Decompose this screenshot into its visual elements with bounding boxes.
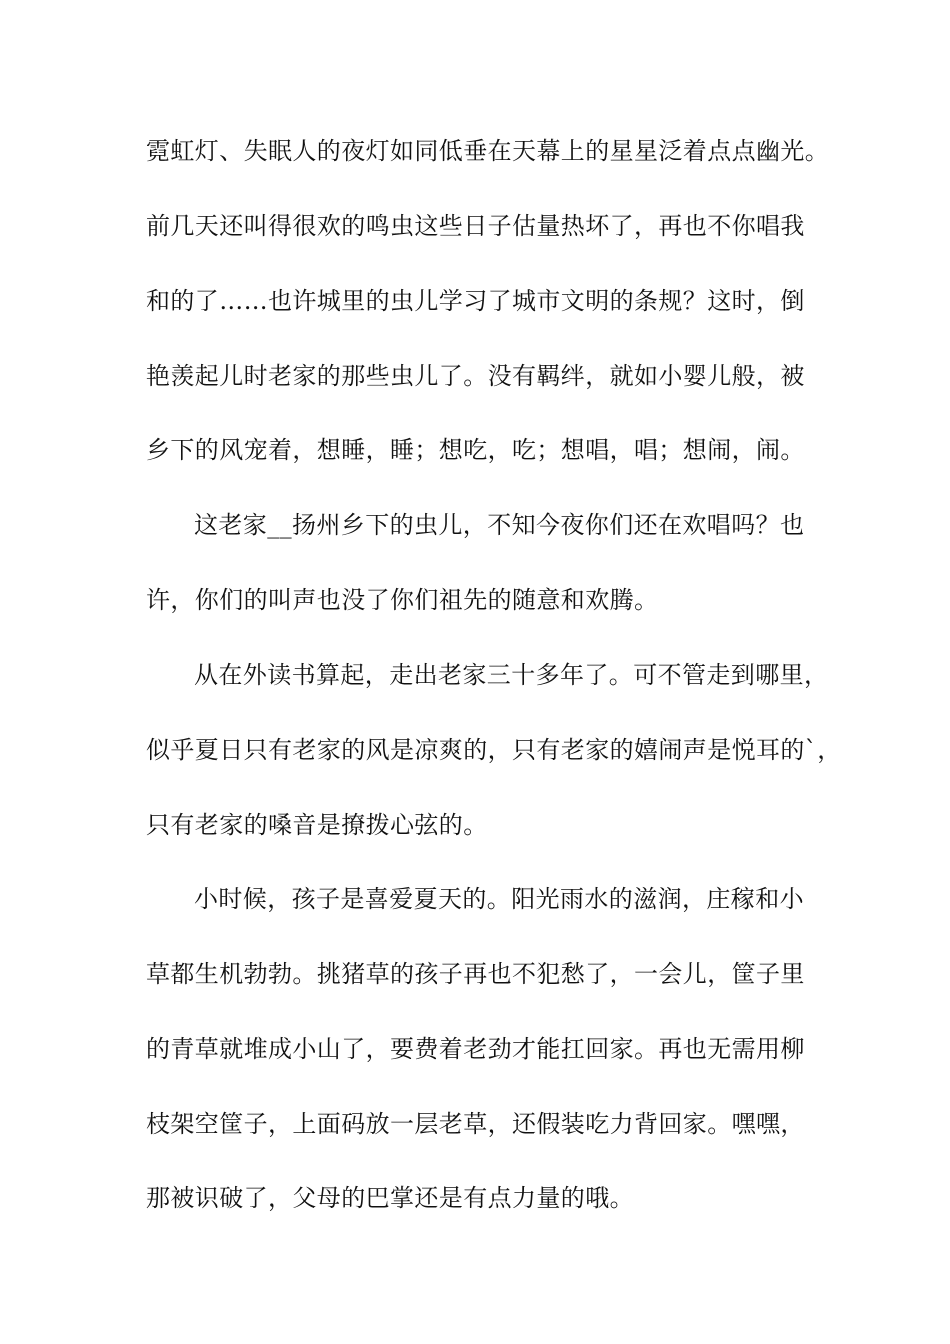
text-line: 乡下的风宠着，想睡，睡；想吃，吃；想唱，唱；想闹，闹。 <box>146 436 805 464</box>
text-line: 似乎夏日只有老家的风是凉爽的，只有老家的嬉闹声是悦耳的`， <box>146 736 842 764</box>
paragraph-start-line: 这老家__扬州乡下的虫儿，不知今夜你们还在欢唱吗？也 <box>194 511 805 539</box>
text-line: 艳羡起儿时老家的那些虫儿了。没有羁绊，就如小婴儿般，被 <box>146 362 805 390</box>
paragraph-start-line: 小时候，孩子是喜爱夏天的。阳光雨水的滋润，庄稼和小 <box>194 885 804 913</box>
text-line: 霓虹灯、失眠人的夜灯如同低垂在天幕上的星星泛着点点幽光。 <box>146 137 830 165</box>
text-line: 草都生机勃勃。挑猪草的孩子再也不犯愁了，一会儿，筐子里 <box>146 960 805 988</box>
text-line: 那被识破了，父母的巴掌还是有点力量的哦。 <box>146 1184 634 1212</box>
text-line: 枝架空筐子，上面码放一层老草，还假装吃力背回家。嘿嘿， <box>146 1110 805 1138</box>
paragraph-start-line: 从在外读书算起，走出老家三十多年了。可不管走到哪里， <box>194 661 829 689</box>
text-line: 只有老家的嗓音是撩拨心弦的。 <box>146 811 488 839</box>
text-line: 和的了……也许城里的虫儿学习了城市文明的条规？这时，倒 <box>146 287 805 315</box>
text-line: 许，你们的叫声也没了你们祖先的随意和欢腾。 <box>146 586 659 614</box>
text-line: 的青草就堆成小山了，要费着老劲才能扛回家。再也无需用柳 <box>146 1035 805 1063</box>
text-line: 前几天还叫得很欢的鸣虫这些日子估量热坏了，再也不你唱我 <box>146 212 805 240</box>
